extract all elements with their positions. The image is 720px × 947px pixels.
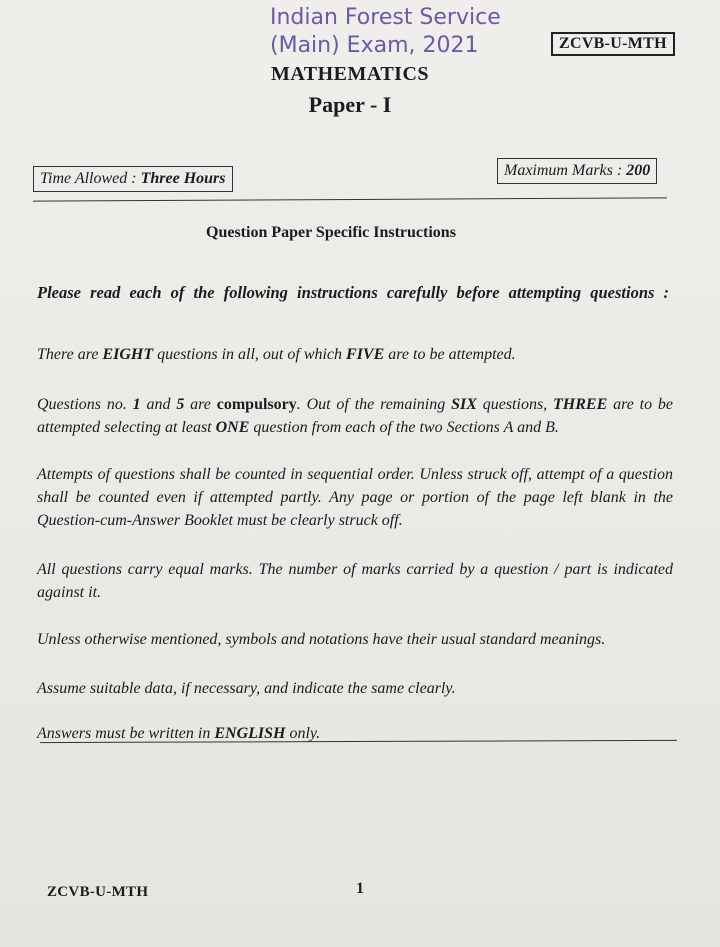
paper-title: Paper - I [308,92,392,117]
instructions-lead: Please read each of the following instructions carefully before attempting questions : [37,283,670,302]
instruction-item-3: Attempts of questions shall be counted in sequential order. Unless struck off, attempt of a question shall be counted even if attempted partly. Any page or portion of the page left blank in the Question-cum-Answer Booklet must be clearly struck off. [37,466,673,529]
instruction-item-4: All questions carry equal marks. The number of marks carried by a question / part is indicated against it. [37,561,673,601]
instructions-heading: Question Paper Specific Instructions [206,224,456,241]
maximum-marks-label: Maximum Marks : [504,162,623,179]
subject-title: MATHEMATICS [270,63,430,85]
exam-stamp [270,4,501,60]
stamp-line-1: Indian Forest Service [270,5,501,30]
instruction-item-1: There are EIGHT questions in all, out of which FIVE are to be attempted. [37,346,516,363]
paper-code-box: ZCVB-U-MTH [551,32,675,56]
stamp-line-2: (Main) Exam, 2021 [270,33,479,58]
page-number: 1 [356,880,364,897]
instruction-item-2: Questions no. 1 and 5 are compulsory. Out of the remaining SIX questions, THREE are to be attempted selecting at least ONE question from each of the two Sections A and B. [37,396,674,436]
time-allowed-box [33,166,233,192]
instruction-item-5: Unless otherwise mentioned, symbols and notations have their usual standard meanings. [37,631,606,648]
maximum-marks-value: 200 [626,162,651,179]
time-allowed-label: Time Allowed : [40,170,137,187]
instruction-item-7: Answers must be written in ENGLISH only. [37,725,321,742]
maximum-marks-box [497,158,657,184]
instruction-item-6: Assume suitable data, if necessary, and indicate the same clearly. [37,680,456,697]
footer-paper-code: ZCVB-U-MTH [47,884,149,900]
time-allowed-value: Three Hours [140,170,226,187]
header-divider [33,197,667,201]
